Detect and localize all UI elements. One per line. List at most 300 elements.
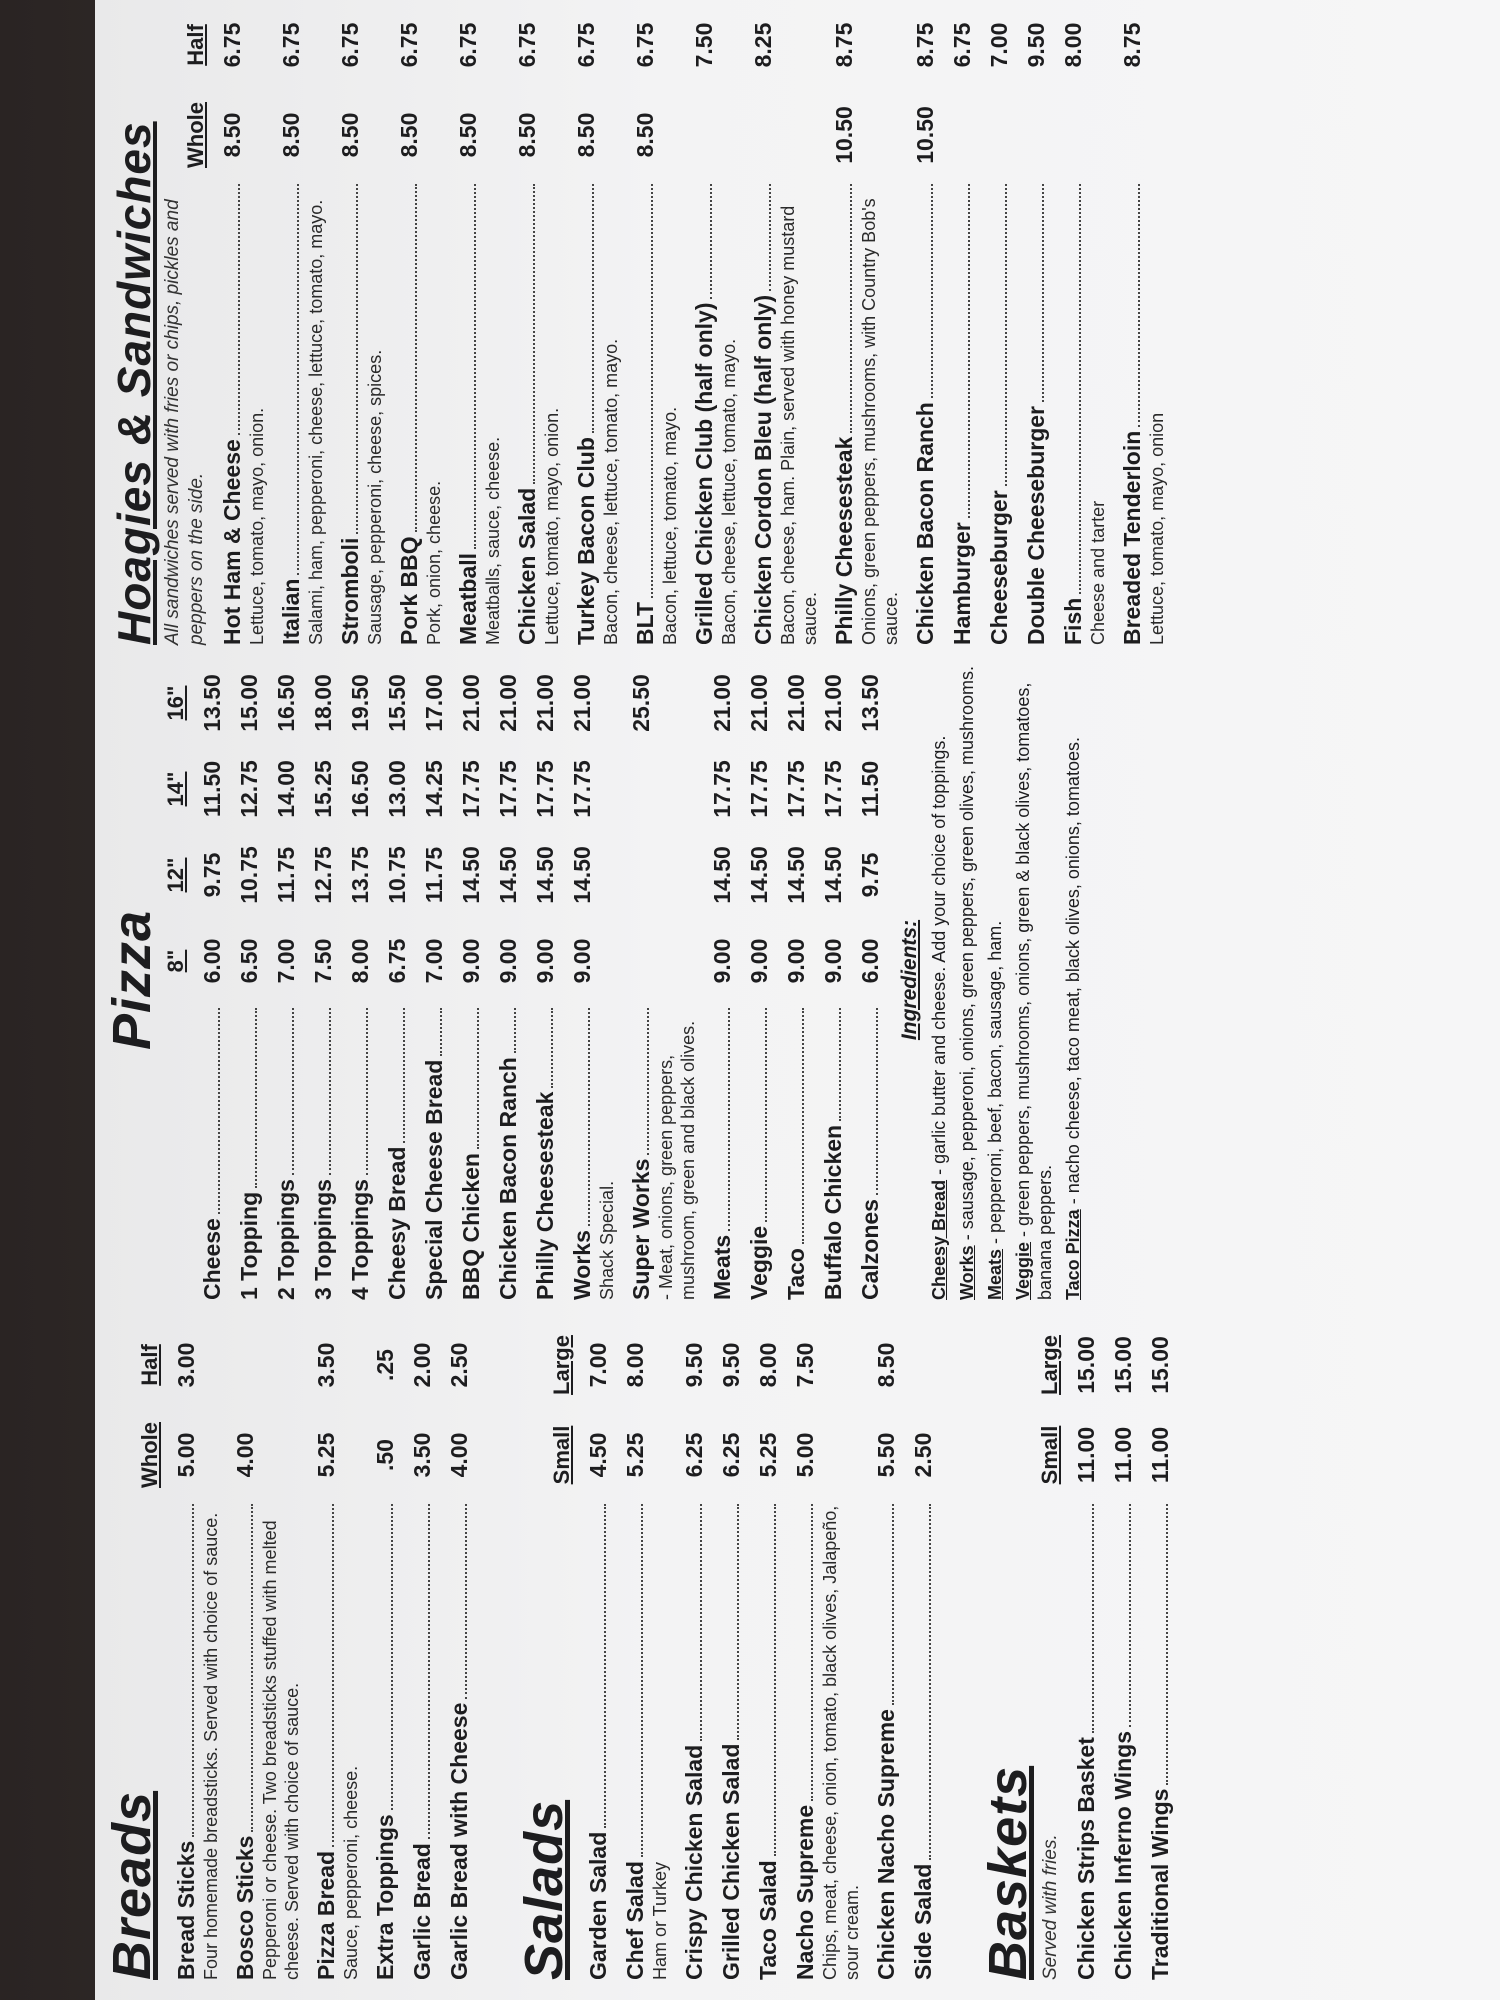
pizza-name: 3 Toppings [310,1179,336,1300]
pizza-row [783,660,810,1300]
menu-item-row [396,0,445,645]
menu-item-name: Traditional Wings [1147,1788,1173,1980]
pizza-row [421,660,448,1300]
pizza-price: 6.50 [236,938,262,984]
pizza-price: 7.50 [310,938,336,984]
menu-item-price-1: 5.25 [755,1432,781,1478]
menu-item-name-wrap [792,1500,863,1980]
menu-item-name-wrap [691,180,740,645]
menu-item-name-wrap [873,1500,900,1980]
menu-item-name-wrap [396,180,445,645]
pizza-price: 14.50 [783,846,809,904]
menu-item-price-1: 8.50 [573,112,599,158]
pizza-row [628,660,699,1300]
menu-item-row [792,1320,863,1980]
menu-item-price-2: 6.75 [396,22,422,68]
menu-item-price-2: 9.50 [681,1342,707,1388]
menu-item-price-2: 7.50 [691,22,717,68]
pizza-price: 11.75 [421,846,447,904]
menu-item-description: Salami, ham, pepperoni, cheese, lettuce, tomato, mayo. [306,199,326,645]
menu-item-name: Fish [1060,597,1086,645]
pizza-name-line [236,1004,263,1300]
pizza-row [569,660,618,1300]
pizza-name-wrap [783,1004,810,1300]
menu-item-name-wrap [278,180,327,645]
pizza-name-wrap [384,1004,411,1300]
dot-leader [968,184,970,518]
menu-item-name-wrap [910,1500,937,1980]
baskets-note: Served with fries. [1040,1834,1061,1980]
menu-item-row [372,1320,399,1980]
pizza-price: 6.00 [199,938,225,984]
menu-item-name-line [337,180,364,645]
pizza-name: Works [569,1230,595,1300]
menu-item-name-wrap [986,180,1013,645]
menu-item-name: Bread Sticks [173,1840,199,1980]
menu-item-name: Chicken Nacho Supreme [873,1709,899,1980]
menu-item-price-2: 8.00 [755,1342,781,1388]
menu-item-name: Chicken Inferno Wings [1110,1731,1136,1980]
pizza-name: Taco [783,1248,809,1300]
pizza-price: 15.00 [236,674,262,732]
pizza-price: 12.75 [310,846,336,904]
breads-title: Breads [102,1790,162,1980]
menu-item-name: Chicken Strips Basket [1073,1737,1099,1980]
menu-item-name: Nacho Supreme [792,1804,818,1980]
pizza-price: 11.50 [199,760,225,818]
pizza-price: 9.75 [199,852,225,898]
dot-leader [710,184,712,299]
dot-leader [1005,184,1007,486]
pizza-title: Pizza [102,909,162,1051]
pizza-price: 17.75 [569,760,595,818]
menu-item-price-1: .50 [372,1439,398,1471]
ingredient-name: Cheesy Bread [929,1179,949,1300]
pizza-name-line [857,1004,884,1300]
pizza-name-line [783,1004,810,1300]
menu-item-name-wrap [912,180,939,645]
menu-item-price-2: 8.00 [1060,22,1086,68]
dot-leader [765,1008,767,1222]
pizza-price: 9.00 [820,938,846,984]
menu-item-name-line [372,1500,399,1980]
dot-leader [839,1008,841,1121]
dot-leader [415,184,417,532]
pizza-price: 14.50 [709,846,735,904]
pizza-price: 7.00 [421,938,447,984]
pizza-name: Philly Cheesesteak [532,1091,558,1300]
menu-item-name: Philly Cheesesteak [831,436,857,645]
menu-item-row [219,0,268,645]
menu-item-name-wrap [1023,180,1050,645]
pizza-name: Chicken Bacon Ranch [495,1057,521,1300]
dot-leader [403,1008,405,1143]
menu-item-description: Pork, onion, cheese. [424,480,444,645]
pizza-price: 18.00 [310,674,336,732]
dot-leader [329,1008,331,1175]
ingredient-text: - sausage, pepperoni, onions, green peppers, green olives, mushrooms. [957,665,977,1241]
menu-item-price-2: 6.75 [219,22,245,68]
menu-item-price-2: 9.50 [718,1342,744,1388]
dot-leader [651,184,653,598]
menu-item-row [910,1320,937,1980]
dot-leader [876,1008,878,1195]
pizza-description: - Meat, onions, green peppers, mushroom, green and black olives. [656,1020,698,1300]
pizza-row [532,660,559,1300]
pizza-row [709,660,736,1300]
ingredient-entry [956,660,978,1300]
pizza-price: 9.00 [569,938,595,984]
pizza-price: 8.00 [347,938,373,984]
pizza-name: Calzones [857,1199,883,1300]
pizza-price: 21.00 [495,674,521,732]
menu-item-name: Chicken Cordon Bleu (half only) [750,294,776,645]
menu-item-price-2: 3.50 [313,1342,339,1388]
pizza-price: 9.00 [746,938,772,984]
pizza-price: 17.00 [421,674,447,732]
pizza-list [199,660,884,1300]
pizza-name: Special Cheese Bread [421,1059,447,1300]
menu-item-name-line [912,180,939,645]
menu-item-row [1119,0,1168,645]
dot-leader [1079,184,1081,594]
pizza-price: 17.75 [458,760,484,818]
pizza-price: 12.75 [236,760,262,818]
menu-item-price-1: 8.50 [219,112,245,158]
ingredient-name: Meats [985,1248,1005,1300]
menu-item-price-2: 8.00 [622,1342,648,1388]
pizza-price: 14.50 [569,846,595,904]
dot-leader [604,1504,606,1828]
menu-item-description: Meatballs, sauce, cheese. [483,436,503,645]
menu-item-price-2: 9.50 [1023,22,1049,68]
menu-item-description: Lettuce, tomato, mayo, onion. [247,407,267,645]
pizza-price: 21.00 [532,674,558,732]
pizza-size-headers: 8" 12" 14" 16" [163,685,188,973]
pizza-price: 16.50 [347,760,373,818]
menu-item-name-wrap [409,1500,436,1980]
menu-item-price-2: 6.75 [632,22,658,68]
menu-item-name-wrap [446,1500,473,1980]
dot-leader [1129,1504,1131,1727]
menu-item-row [313,1320,362,1980]
menu-item-name-line [455,180,482,645]
menu-item-name-line [219,180,246,645]
menu-item-name-wrap [1073,1500,1100,1980]
pizza-name-line [746,1004,773,1300]
menu-item-name-wrap [232,1500,303,1980]
menu-item-name-wrap [455,180,504,645]
menu-item-name-wrap [1147,1500,1174,1980]
dot-leader [428,1504,430,1839]
dot-leader [1092,1504,1094,1733]
menu-item-description: Onions, green peppers, mushrooms, with Country Bob's sauce. [859,198,901,645]
pizza-section [101,660,1084,1300]
pizza-name-line [310,1004,337,1300]
dot-leader [474,184,476,549]
menu-item-name-wrap [337,180,386,645]
dot-leader [477,1008,479,1149]
menu-item-name-line [446,1500,473,1980]
menu-item-description: Four homemade breadsticks. Served with choice of sauce. [201,1512,221,1980]
menu-item-row [681,1320,708,1980]
pizza-price: 14.50 [495,846,521,904]
pizza-name: BBQ Chicken [458,1153,484,1300]
menu-item-name-line [986,180,1013,645]
dot-leader [192,1504,194,1837]
pizza-name-line [709,1004,736,1300]
menu-item-name: Stromboli [337,537,363,645]
pizza-name-line [628,1004,655,1300]
pizza-price: 14.00 [273,760,299,818]
menu-item-name: Garlic Bread [409,1843,435,1980]
pizza-name: 1 Topping [236,1191,262,1300]
pizza-price: 17.75 [532,760,558,818]
ingredient-text: - green peppers, mushrooms, onions, green & black olives, tomatoes, banana peppers. [1013,682,1055,1300]
menu-item-price-1: 8.50 [514,112,540,158]
pizza-price: 21.00 [820,674,846,732]
pizza-name-wrap [709,1004,736,1300]
menu-item-price-2: 2.50 [446,1342,472,1388]
menu-item-price-1: 6.25 [681,1432,707,1478]
menu-item-name-line [792,1500,819,1980]
pizza-price: 15.25 [310,760,336,818]
pizza-price: 17.75 [820,760,846,818]
pizza-name-wrap [310,1004,337,1300]
menu-item-description: Chips, meat, cheese, onion, tomato, black olives, Jalapeño, sour cream. [820,1505,862,1980]
menu-item-row [750,0,821,645]
dot-leader [514,1008,516,1053]
menu-item-price-2: 15.00 [1073,1336,1099,1394]
pizza-name-wrap [628,1004,699,1300]
dot-leader [774,1504,776,1856]
pizza-price: 9.75 [857,852,883,898]
menu-item-name: Crispy Chicken Salad [681,1744,707,1980]
pizza-price: 17.75 [746,760,772,818]
menu-item-name-wrap [514,180,563,645]
menu-item-name-line [409,1500,436,1980]
pizza-price: 25.50 [628,674,654,732]
menu-item-name-line [949,180,976,645]
pizza-name-wrap [199,1004,226,1300]
menu-item-price-2: .25 [372,1349,398,1381]
menu-item-price-1: 10.50 [912,106,938,164]
pizza-name-line [569,1004,596,1300]
menu-item-price-2: 7.00 [986,22,1012,68]
menu-item-name-wrap [313,1500,362,1980]
menu-item-price-1: 8.50 [455,112,481,158]
menu-item-name-wrap [1110,1500,1137,1980]
baskets-list [1073,1320,1174,1980]
breads-list [173,1320,473,1980]
pizza-price: 6.00 [857,938,883,984]
menu-item-name-line [573,180,600,645]
menu-item-row [573,0,622,645]
menu-item-row [622,1320,671,1980]
pizza-row [495,660,522,1300]
menu-item-name-line [622,1500,649,1980]
pizza-price: 13.75 [347,846,373,904]
menu-item-row [691,0,740,645]
salads-headers: Small Large [549,1335,574,1485]
menu-item-name-wrap [1119,180,1168,645]
menu-item-name-wrap [831,180,902,645]
dot-leader [700,1504,702,1741]
salads-title: Salads [514,1799,574,1980]
menu-item-name: Cheeseburger [986,490,1012,645]
pizza-name: Cheese [199,1218,225,1300]
pizza-name-line [820,1004,847,1300]
menu-item-name-line [173,1500,200,1980]
menu-item-row [446,1320,473,1980]
baskets-headers: Small Large [1037,1335,1062,1485]
column-pizza [95,660,1500,1300]
menu-item-price-1: 8.50 [278,112,304,158]
menu-item-name-line [1119,180,1146,645]
pizza-name-wrap [347,1004,374,1300]
pizza-name: Super Works [628,1158,654,1300]
pizza-name-wrap [273,1004,300,1300]
pizza-price: 11.75 [273,846,299,904]
menu-item-description: Bacon, cheese, lettuce, tomato, mayo. [719,338,739,645]
menu-item-name-wrap [681,1500,708,1980]
pizza-description: Shack Special. [597,1180,617,1300]
dot-leader [769,184,771,291]
menu-item-row [232,1320,303,1980]
menu-item-row [949,0,976,645]
pizza-name-wrap [458,1004,485,1300]
menu-item-row [585,1320,612,1980]
menu-item-name-line [585,1500,612,1980]
ingredient-name: Veggie [1013,1241,1033,1300]
menu-item-price-2: 6.75 [278,22,304,68]
hoagies-section [107,0,1168,645]
menu-item-price-2: 15.00 [1110,1336,1136,1394]
pizza-price: 10.75 [384,846,410,904]
pizza-row [384,660,411,1300]
pizza-row [199,660,226,1300]
dot-leader [892,1504,894,1705]
pizza-name-wrap [746,1004,773,1300]
menu-item-name-line [396,180,423,645]
dot-leader [218,1008,220,1214]
dot-leader [737,1504,739,1740]
menu-item-price-1: 4.00 [232,1432,258,1478]
pizza-row [458,660,485,1300]
menu-item-price-2: 6.75 [514,22,540,68]
pizza-name-line [421,1004,448,1300]
dot-leader [332,1504,334,1847]
menu-item-name-line [514,180,541,645]
pizza-name-wrap [421,1004,448,1300]
menu-item-name: Pork BBQ [396,536,422,645]
pizza-row [273,660,300,1300]
menu-item-price-2: 15.00 [1147,1336,1173,1394]
pizza-name: Veggie [746,1225,772,1300]
dot-leader [255,1008,257,1188]
pizza-name-wrap [236,1004,263,1300]
pizza-price: 21.00 [458,674,484,732]
ingredient-entry [984,660,1006,1300]
ingredient-entry [928,660,950,1300]
menu-item-description: Ham or Turkey [650,1861,670,1980]
ingredient-name: Taco Pizza [1063,1209,1083,1300]
menu-item-price-2: 7.50 [792,1342,818,1388]
menu-item-name: Double Cheeseburger [1023,406,1049,645]
pizza-name: Meats [709,1234,735,1300]
dot-leader [931,184,933,398]
pizza-price: 17.75 [709,760,735,818]
menu-item-name-wrap [755,1500,782,1980]
pizza-name-line [495,1004,522,1300]
menu-item-row [1023,0,1050,645]
dot-leader [251,1504,253,1832]
pizza-price: 21.00 [569,674,595,732]
hoagies-title: Hoagies & Sandwiches [108,121,160,645]
menu-item-name-line [313,1500,340,1980]
menu-item-name-wrap [573,180,622,645]
pizza-price: 13.50 [199,674,225,732]
menu-item-name: Extra Toppings [372,1814,398,1980]
pizza-price: 9.00 [532,938,558,984]
dot-leader [647,1008,649,1155]
pizza-name: 2 Toppings [273,1179,299,1300]
ingredient-entry [1012,660,1056,1300]
menu-item-price-2: 6.75 [337,22,363,68]
menu-item-name: Turkey Bacon Club [573,437,599,645]
dot-leader [440,1008,442,1056]
pizza-name-wrap [495,1004,522,1300]
dot-leader [802,1008,804,1244]
pizza-row [746,660,773,1300]
pizza-price: 9.00 [495,938,521,984]
baskets-section [977,1320,1174,1980]
menu-item-name: Chicken Salad [514,487,540,645]
menu-item-name-line [632,180,659,645]
menu-item-price-2: 8.75 [912,22,938,68]
pizza-price: 9.00 [783,938,809,984]
menu-item-name-wrap [949,180,976,645]
menu-item-description: Lettuce, tomato, mayo, onion. [542,407,562,645]
menu-item-row [1110,1320,1137,1980]
breads-section [95,1320,473,1980]
ingredient-name: Works [957,1245,977,1300]
pizza-name-line [384,1004,411,1300]
menu-item-price-1: 5.25 [313,1432,339,1478]
menu-item-description: Cheese and tarter [1088,500,1108,645]
menu-item-price-2: 8.75 [831,22,857,68]
menu-item-name-line [1073,1500,1100,1980]
ingredient-entry [1062,660,1084,1300]
menu-item-price-1: 4.00 [446,1432,472,1478]
menu-item-row [514,0,563,645]
pizza-name-wrap [820,1004,847,1300]
menu-item-row [632,0,681,645]
pizza-price: 19.50 [347,674,373,732]
pizza-price: 6.75 [384,938,410,984]
pizza-price: 14.25 [421,760,447,818]
menu-item-row [718,1320,745,1980]
menu-item-row [986,0,1013,645]
menu-item-price-1: 5.00 [792,1432,818,1478]
menu-item-price-1: 11.00 [1110,1426,1136,1484]
ingredient-text: - pepperoni, beef, bacon, sausage, ham. [985,920,1005,1244]
pizza-name-line [532,1004,559,1300]
menu-item-row [1147,1320,1174,1980]
pizza-price: 14.50 [458,846,484,904]
pizza-name: Buffalo Chicken [820,1124,846,1300]
pizza-name-line [273,1004,300,1300]
